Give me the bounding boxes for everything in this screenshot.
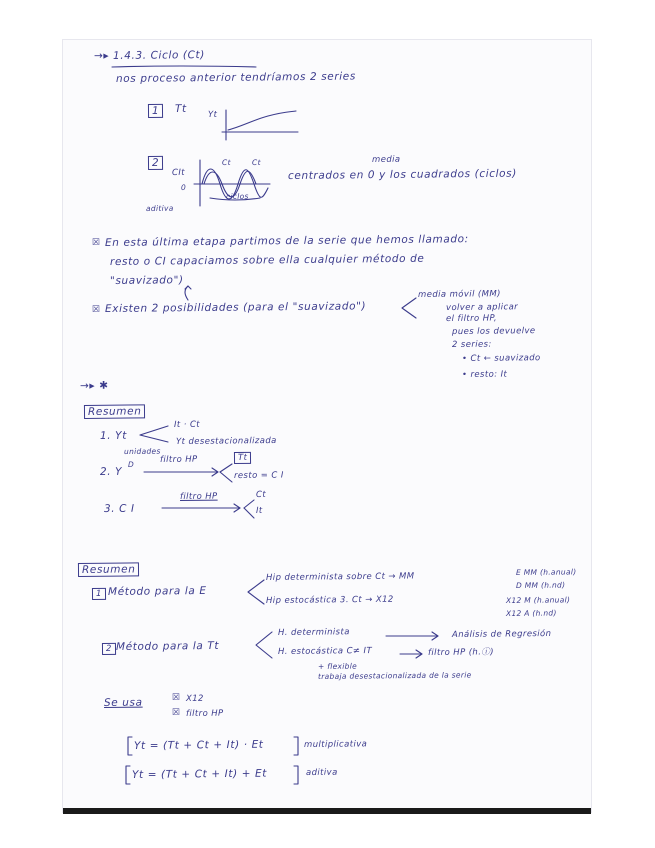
m2-b-result: filtro HP (h.ⓘ)	[427, 647, 494, 658]
m1-number: 1	[92, 588, 106, 600]
step3-arrow-label: filtro HP	[179, 491, 218, 502]
formula1: Yt = (Tt + Ct + It) · Et	[133, 738, 264, 752]
note-line4: Existen 2 posibilidades (para el "suavizado")	[104, 300, 367, 315]
item2-zero: 0	[180, 182, 187, 192]
page-bottom-edge	[63, 808, 591, 814]
m1-label: Método para la E	[107, 584, 207, 598]
heading-underline	[110, 64, 260, 70]
item2-aditiva: aditiva	[145, 203, 174, 213]
item2-note-sup: media	[371, 154, 401, 165]
option-line: 2 series:	[451, 339, 492, 350]
curved-arrow	[180, 284, 196, 302]
se-usa-x12: X12	[185, 693, 204, 704]
option-bracket	[398, 296, 418, 320]
option-line: pues los devuelve	[451, 326, 536, 337]
formula2: Yt = (Tt + Ct + It) + Et	[131, 767, 268, 781]
m1-bracket	[244, 578, 266, 606]
formula2-label: aditiva	[305, 767, 338, 778]
m1-b: Hip estocástica 3. Ct → X12	[265, 594, 394, 606]
step1-text: 1. Yt	[99, 429, 127, 442]
se-usa-hp: filtro HP	[185, 708, 224, 719]
step1-fork	[138, 422, 178, 448]
m2-a-arrow	[384, 630, 446, 642]
formula1-label: multiplicativa	[303, 739, 368, 750]
item2-note: centrados en 0 y los cuadrados (ciclos)	[287, 167, 517, 182]
m1-b2: X12 A (h.nd)	[505, 608, 557, 618]
step2-sup: D	[127, 459, 135, 469]
m1-b1: X12 M (h.anual)	[505, 595, 571, 605]
section-heading: 1.4.3. Ciclo (Ct)	[112, 49, 205, 62]
m2-a: H. determinista	[277, 627, 350, 638]
step1-a: It · Ct	[173, 419, 201, 430]
m1-a2: D MM (h.nd)	[515, 580, 566, 590]
m2-note2: trabaja desestacionalizada de la serie	[317, 670, 472, 681]
intro-text: nos proceso anterior tendríamos 2 series	[115, 70, 356, 85]
item2-top2: Ct	[251, 157, 261, 167]
step3-text: 3. C I	[103, 502, 135, 515]
check-icon: ☒	[91, 304, 101, 315]
m2-b: H. estocástica C≠ IT	[277, 646, 373, 657]
option-line: el filtro HP,	[445, 313, 498, 324]
step1-b: Yt desestacionalizada	[175, 435, 277, 447]
m2-note1: + flexible	[317, 661, 358, 671]
note-line3: "suavizado")	[109, 274, 184, 287]
note-line2: resto o CI capaciamos sobre ella cualquier método de	[109, 252, 425, 268]
resumen-title: Resumen	[84, 404, 146, 419]
se-usa-label: Se usa	[103, 696, 143, 709]
m2-a-result: Análisis de Regresión	[451, 628, 552, 640]
check-icon: ☒	[171, 707, 181, 718]
option-line: volver a aplicar	[445, 302, 519, 313]
step3-a: Ct	[255, 489, 267, 500]
m2-bracket	[252, 630, 274, 660]
step1-c: unidades	[123, 446, 161, 456]
step3-b: It	[255, 505, 263, 516]
item2-top1: Ct	[221, 157, 231, 167]
item1-number: 1	[148, 104, 163, 118]
heading-arrow: →▸	[93, 49, 110, 62]
resumen2-title: Resumen	[78, 562, 140, 577]
step2-arrow	[142, 462, 242, 486]
m2-number: 2	[102, 643, 116, 655]
item1-axis: Yt	[207, 109, 218, 120]
trend-sketch	[218, 108, 308, 148]
item2-axis: CIt	[171, 167, 186, 178]
m1-a1: E MM (h.anual)	[515, 567, 577, 577]
note-line1: En esta última etapa partimos de la serie que hemos llamado:	[104, 233, 469, 249]
step2-arrow-label: filtro HP	[159, 454, 198, 465]
item2-caption: ciclos	[225, 191, 249, 201]
option-line: media móvil (MM)	[417, 289, 501, 300]
m2-b-arrow	[398, 648, 428, 660]
step2-b: resto = C I	[233, 470, 284, 481]
check-icon: ☒	[171, 692, 181, 703]
option-line: • resto: It	[461, 369, 508, 380]
star-marker: →▸ ✱	[79, 379, 109, 392]
cycle-sketch	[190, 158, 280, 210]
option-line: • Ct ← suavizado	[461, 353, 541, 364]
m1-a: Hip determinista sobre Ct → MM	[265, 571, 415, 583]
check-icon: ☒	[91, 237, 101, 248]
step2-text: 2. Y	[99, 465, 123, 478]
item1-label: Tt	[174, 102, 187, 115]
step3-arrow	[160, 498, 270, 522]
item2-number: 2	[148, 156, 163, 170]
m2-label: Método para la Tt	[115, 639, 220, 653]
step2-a: Tt	[234, 452, 251, 464]
